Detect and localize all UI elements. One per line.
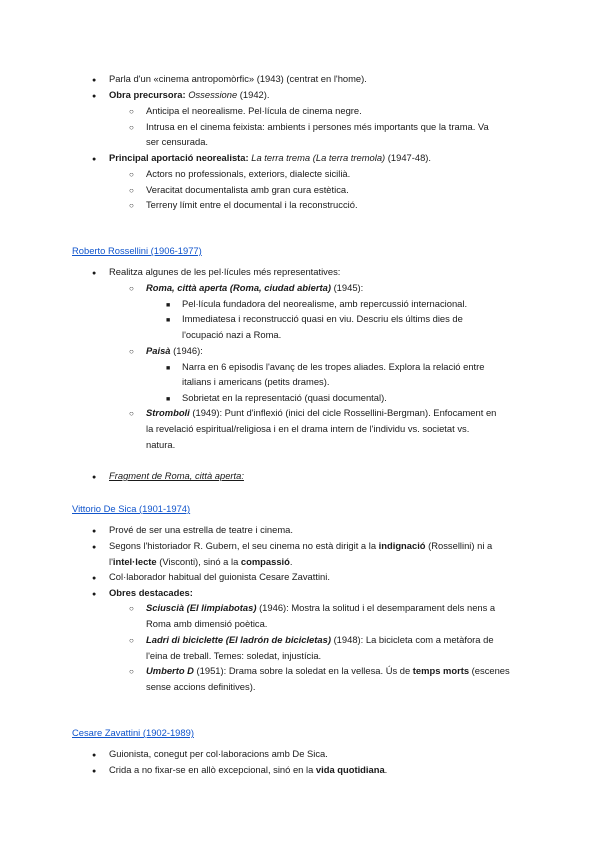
bullet — [129, 167, 134, 181]
bullet — [92, 539, 96, 554]
bullet — [166, 391, 170, 406]
bullet — [92, 265, 96, 280]
list-item-continuation: sense accions definitives). — [146, 681, 256, 692]
bullet — [129, 183, 134, 197]
list-item: Segons l'historiador R. Gubern, el seu cinema no està dirigit a la indignació (Rossellini) ni a — [109, 540, 493, 551]
bullet — [92, 586, 96, 601]
bullet — [92, 523, 96, 538]
bullet — [166, 360, 170, 375]
list-item: Ladri di biciclette (El ladrón de bicicletas) (1948): La bicicleta com a metàfora de — [146, 634, 494, 645]
list-item: Pel·lícula fundadora del neorealisme, amb repercussió internacional. — [182, 298, 468, 309]
list-item-continuation: natura. — [146, 439, 176, 450]
bullet — [92, 570, 96, 585]
list-item: Realitza algunes de les pel·lícules més representatives: — [109, 266, 341, 277]
section-heading-desica[interactable]: Vittorio De Sica (1901-1974) — [72, 503, 191, 514]
section-heading-rossellini[interactable]: Roberto Rossellini (1906-1977) — [72, 245, 202, 256]
bullet — [92, 747, 96, 762]
bullet — [92, 763, 96, 778]
bullet — [129, 104, 134, 118]
list-item-continuation: l'eina de treball. Temes: soledat, injustícia. — [146, 650, 322, 661]
list-item: Obra precursora: Ossessione (1942). — [109, 89, 270, 100]
bullet — [129, 344, 134, 358]
list-item: Parla d'un «cinema antropomòrfic» (1943) (centrat en l'home). — [109, 73, 367, 84]
list-item: Actors no professionals, exteriors, dialecte sicilià. — [146, 168, 351, 179]
list-item-continuation: l'intel·lecte (Visconti), sinó a la compassió. — [109, 556, 293, 567]
list-item: Anticipa el neorealisme. Pel·lícula de cinema negre. — [146, 105, 362, 116]
bullet — [166, 312, 170, 327]
bullet — [129, 664, 134, 678]
bullet — [129, 633, 134, 647]
bullet — [129, 281, 134, 295]
bullet — [92, 72, 96, 87]
list-item: Roma, città aperta (Roma, ciudad abierta) (1945): — [146, 282, 364, 293]
list-item: Intrusa en el cinema feixista: ambients i persones més importants que la trama. Va — [146, 121, 489, 132]
list-item: Immediatesa i reconstrucció quasi en viu. Descriu els últims dies de — [182, 313, 463, 324]
bullet — [129, 198, 134, 212]
list-item: Obres destacades: — [109, 587, 193, 598]
bullet — [129, 601, 134, 615]
bullet — [166, 297, 170, 312]
list-item: Sobrietat en la representació (quasi documental). — [182, 392, 387, 403]
list-item: Umberto D (1951): Drama sobre la soledat en la vellesa. Ús de temps morts (escenes — [146, 665, 510, 676]
list-item: Stromboli (1949): Punt d'inflexió (inici del cicle Rossellini-Bergman). Enfocament en — [146, 407, 497, 418]
fragment-link[interactable]: Fragment de Roma, città aperta: — [109, 470, 244, 481]
list-item-continuation: la revelació espiritual/religiosa i en el drama intern de l'individu vs. societat vs. — [146, 423, 470, 434]
list-item: Terreny límit entre el documental i la reconstrucció. — [146, 199, 358, 210]
list-item: Prové de ser una estrella de teatre i cinema. — [109, 524, 293, 535]
list-item: Veracitat documentalista amb gran cura estètica. — [146, 184, 349, 195]
bullet — [92, 151, 96, 166]
list-item: Sciuscià (El limpiabotas) (1946): Mostra la solitud i el desemparament dels nens a — [146, 602, 496, 613]
bullet — [129, 120, 134, 134]
list-item-continuation: Roma amb dimensió poètica. — [146, 618, 268, 629]
list-item: Paisà (1946): — [146, 345, 203, 356]
list-item-continuation: l'ocupació nazi a Roma. — [182, 329, 282, 340]
list-item: Col·laborador habitual del guionista Cesare Zavattini. — [109, 571, 330, 582]
bullet — [129, 406, 134, 420]
bullet — [92, 88, 96, 103]
list-item: Guionista, conegut per col·laboracions amb De Sica. — [109, 748, 328, 759]
list-item-continuation: ser censurada. — [146, 136, 209, 147]
list-item: Crida a no fixar-se en allò excepcional, sinó en la vida quotidiana. — [109, 764, 388, 775]
bullet — [92, 469, 96, 484]
list-item: Narra en 6 episodis l'avanç de les tropes aliades. Explora la relació entre — [182, 361, 485, 372]
list-item: Principal aportació neorealista: La terra trema (La terra tremola) (1947-48). — [109, 152, 432, 163]
list-item-continuation: italians i americans (petits drames). — [182, 376, 330, 387]
section-heading-zavattini[interactable]: Cesare Zavattini (1902-1989) — [72, 727, 194, 738]
